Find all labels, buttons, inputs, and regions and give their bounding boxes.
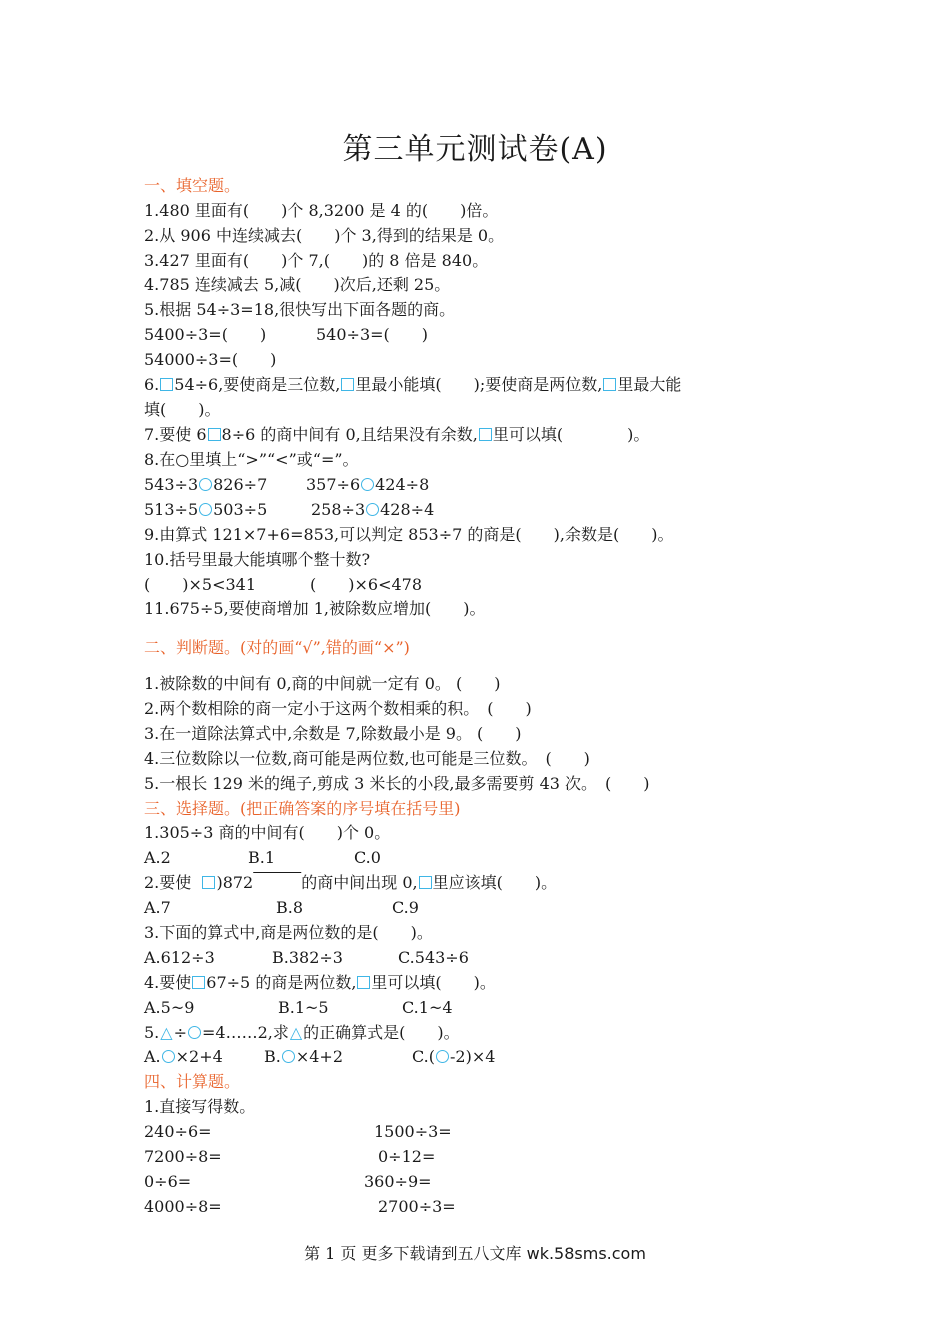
s1-q10-b: ( )×6<478 [310,575,423,594]
option-b-expr: ×4+2 [295,1047,344,1066]
s2-item: 2.两个数相除的商一定小于这两个数相乘的积。 ( ) [144,699,532,718]
circle-icon [436,1050,449,1063]
calc-right: 2700÷3= [378,1197,456,1216]
s1-question-4: 4.785 连续减去 5,减( )次后,还剩 25。 [144,275,451,294]
option-a: A.612÷3 [144,948,215,967]
s1-q7-b: 8÷6 的商中间有 0,且结果没有余数, [221,425,478,444]
page-title: 第三单元测试卷(A) [342,132,608,167]
circle-icon [366,503,379,516]
s3-question-1: 1.305÷3 商的中间有( )个 0。 [144,823,391,842]
s1-q6-d: 里最大能 [617,375,682,394]
s1-q8-r1a-left: 543÷3 [144,475,199,494]
s3-q2-d: 里应该填( )。 [432,873,558,892]
s4-sub-1: 1.直接写得数。 [144,1097,256,1116]
s1-q8-r2a-right: 503÷5 [213,500,268,519]
option-a: A.2 [144,848,171,867]
s3-q4-b: 67÷5 的商是两位数, [206,973,357,992]
s1-q5-a: 5400÷3=( ) [144,325,267,344]
calc-left: 0÷6= [144,1172,192,1191]
s1-question-5: 5.根据 54÷3=18,很快写出下面各题的商。 [144,300,456,319]
division-bar [253,873,301,892]
s3-q5-c: =4……2,求 [201,1023,289,1042]
s3-q4-c: 里可以填( )。 [371,973,496,992]
option-c-prefix: C.( [412,1047,435,1066]
s2-item: 5.一根长 129 米的绳子,剪成 3 米长的小段,最多需要剪 43 次。 ( ) [144,774,650,793]
s3-q1-options [144,846,381,870]
s3-q2-a: 2.要使 [144,873,192,892]
s1-q5-c: 54000÷3=( ) [144,350,277,369]
s1-q8-row1 [144,473,430,497]
s3-question-3: 3.下面的算式中,商是两位数的是( )。 [144,923,433,942]
square-icon [357,976,370,989]
s1-q8-r1b-left: 357÷6 [306,475,361,494]
s3-question-5 [144,1021,460,1045]
s1-q7-a: 7.要使 6 [144,425,207,444]
page-footer [0,1242,950,1266]
section3-heading: 三、选择题。(把正确答案的序号填在括号里) [144,799,461,818]
option-b-prefix: B. [264,1047,281,1066]
s4-row [144,1170,432,1194]
s1-q6-c: 里最小能填( );要使商是两位数, [355,375,603,394]
calc-right: 1500÷3= [374,1122,452,1141]
option-a-prefix: A. [144,1047,161,1066]
option-b: B.1 [248,848,276,867]
option-a-expr: ×2+4 [175,1047,223,1066]
option-c: C.0 [354,848,381,867]
s1-q8-r2b-left: 258÷3 [311,500,366,519]
s1-question-1: 1.480 里面有( )个 8,3200 是 4 的( )倍。 [144,201,499,220]
square-icon [208,428,221,441]
circle-icon [199,503,212,516]
s3-q3-options [144,946,469,970]
footer-text: 第 1 页 更多下载请到五八文库 [304,1244,527,1263]
circle-icon [361,478,374,491]
s4-row [144,1120,452,1144]
option-c-expr: -2)×4 [450,1047,496,1066]
s1-q6-b: 54÷6,要使商是三位数, [174,375,341,394]
s3-q5-d: 的正确算式是( )。 [303,1023,460,1042]
s3-q4-options [144,996,453,1020]
calc-left: 240÷6= [144,1122,212,1141]
option-b: B.8 [276,898,304,917]
s2-item: 4.三位数除以一位数,商可能是两位数,也可能是三位数。 ( ) [144,749,590,768]
calc-left: 7200÷8= [144,1147,222,1166]
s4-row [144,1145,436,1169]
s1-q8-row2 [144,498,435,522]
option-c: C.1~4 [402,998,453,1017]
s1-q8-r2a-left: 513÷5 [144,500,199,519]
s1-question-7 [144,423,649,447]
circle-icon [199,478,212,491]
s3-question-4 [144,971,496,995]
s3-q4-a: 4.要使 [144,973,192,992]
s3-q5-a: 5. [144,1023,160,1042]
s1-q6-e: 填( )。 [144,400,221,419]
s1-question-3: 3.427 里面有( )个 7,( )的 8 倍是 840。 [144,251,489,270]
square-icon [341,378,354,391]
option-a: A.7 [144,898,171,917]
s1-question-2: 2.从 906 中连续减去( )个 3,得到的结果是 0。 [144,226,505,245]
square-icon [603,378,616,391]
s1-question-8: 8.在○里填上“>”“<”或“=”。 [144,450,359,469]
s3-q5-options [144,1045,496,1069]
s1-q5-b: 540÷3=( ) [316,325,429,344]
section1-heading: 一、填空题。 [144,176,241,195]
s2-item: 1.被除数的中间有 0,商的中间就一定有 0。 ( ) [144,674,501,693]
s1-q10-a: ( )×5<341 [144,575,257,594]
s3-q2-c: 的商中间出现 0, [301,873,418,892]
calc-right: 360÷9= [364,1172,432,1191]
square-icon [202,876,215,889]
s1-question-5-row1 [144,323,429,347]
option-c: C.9 [392,898,419,917]
s1-q7-c: 里可以填( )。 [492,425,650,444]
s1-question-9: 9.由算式 121×7+6=853,可以判定 853÷7 的商是( ),余数是( )。 [144,525,674,544]
square-icon [160,378,173,391]
section2-heading: 二、判断题。(对的画“√”,错的画“×”) [144,638,410,657]
s3-q2-options [144,896,419,920]
s1-q8-r1b-right: 424÷8 [375,475,430,494]
calc-right: 0÷12= [378,1147,436,1166]
circle-icon [282,1050,295,1063]
s1-question-10: 10.括号里最大能填哪个整十数? [144,550,371,569]
s2-item: 3.在一道除法算式中,余数是 7,除数最小是 9。 ( ) [144,724,522,743]
square-icon [479,428,492,441]
triangle-icon: △ [160,1023,173,1042]
circle-icon [188,1026,201,1039]
s1-q6-a: 6. [144,375,160,394]
s1-q8-r2b-right: 428÷4 [380,500,435,519]
option-c: C.543÷6 [398,948,469,967]
s4-row [144,1195,456,1219]
square-icon [192,976,205,989]
calc-left: 4000÷8= [144,1197,222,1216]
footer-site-link[interactable]: wk.58sms.com [526,1244,646,1263]
option-b: B.382÷3 [272,948,343,967]
s1-q8-r1a-right: 826÷7 [213,475,268,494]
square-icon [419,876,432,889]
s1-question-6 [144,373,681,397]
s1-q10-row [144,573,423,597]
section4-heading: 四、计算题。 [144,1072,241,1091]
option-a: A.5~9 [144,998,195,1017]
option-b: B.1~5 [278,998,329,1017]
triangle-icon: △ [289,1023,303,1042]
s1-question-11: 11.675÷5,要使商增加 1,被除数应增加( )。 [144,599,486,618]
s3-q5-b: ÷ [173,1023,187,1042]
s3-q2-b: )872 [216,873,254,892]
s3-question-2 [144,871,557,895]
circle-icon [162,1050,175,1063]
